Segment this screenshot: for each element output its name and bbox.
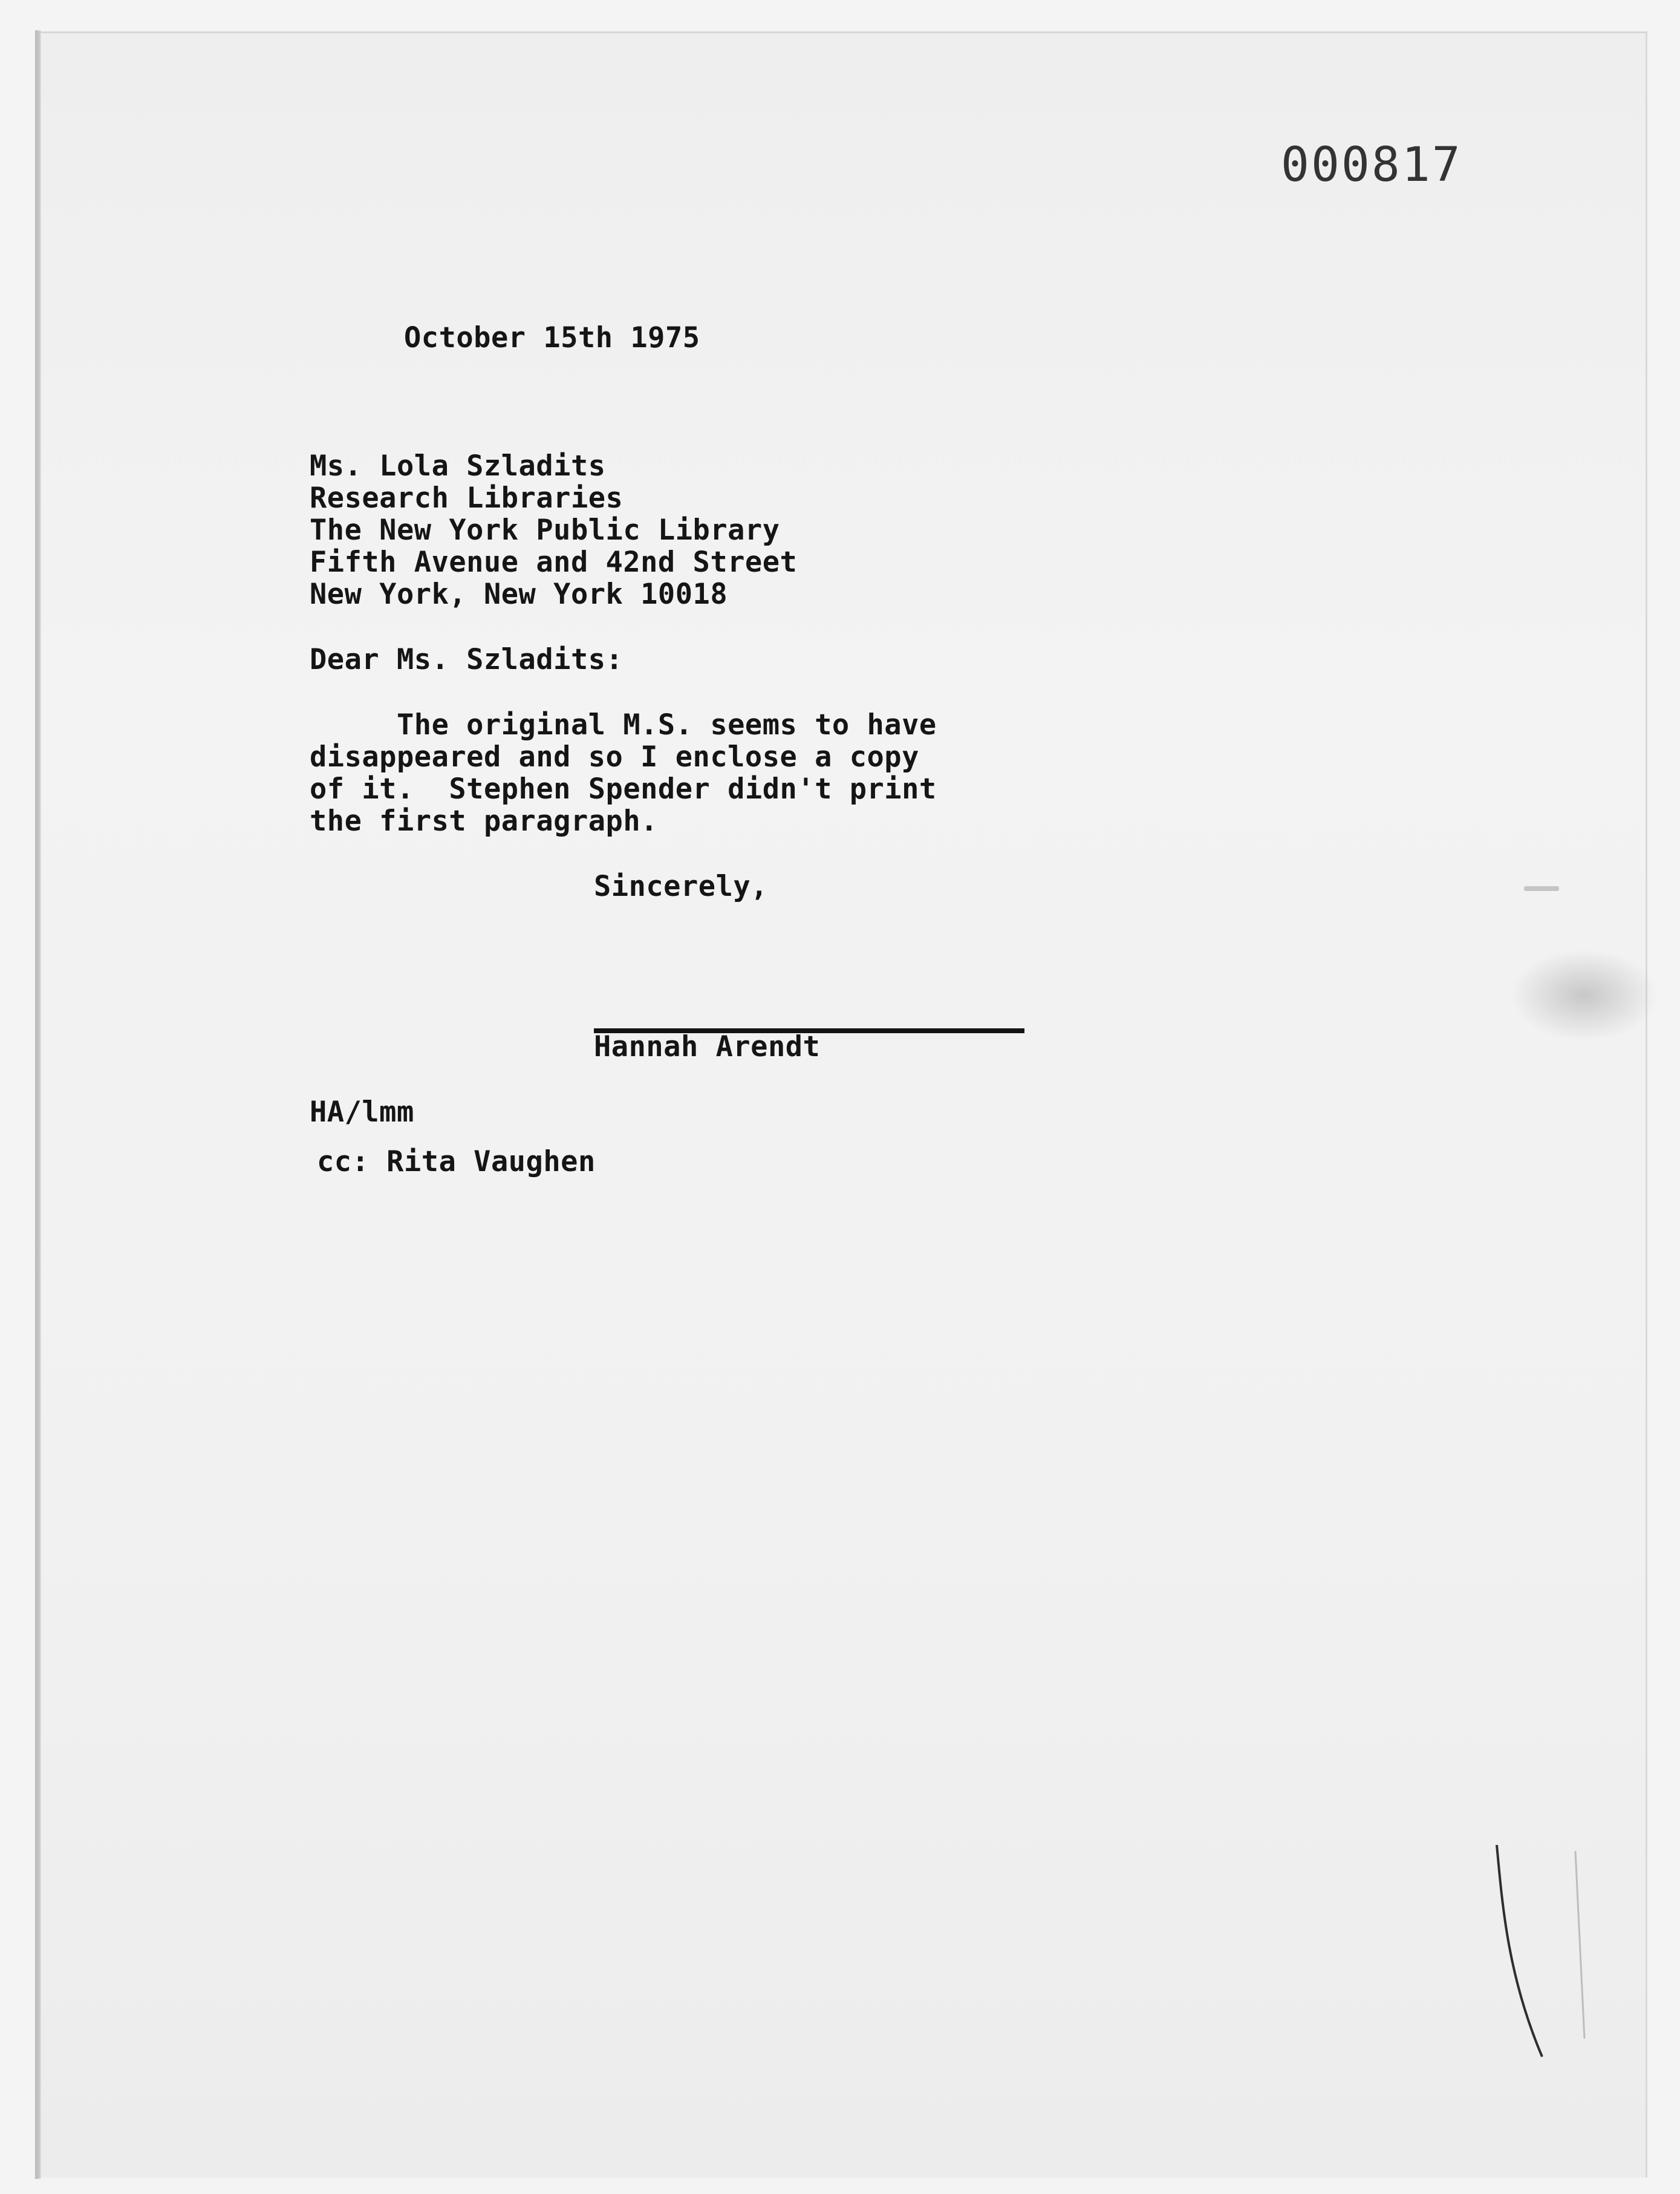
body-line-4: the first paragraph.: [310, 805, 658, 838]
body-line-2: disappeared and so I enclose a copy: [310, 740, 919, 774]
recipient-institution: The New York Public Library: [310, 514, 780, 547]
salutation: Dear Ms. Szladits:: [310, 643, 623, 676]
document-number: 000817: [1281, 138, 1462, 192]
signatory-name: Hannah Arendt: [594, 1030, 821, 1063]
recipient-department: Research Libraries: [310, 482, 623, 515]
recipient-city: New York, New York 10018: [310, 578, 728, 611]
stray-mark: [1524, 886, 1559, 891]
typist-initials: HA/lmm: [310, 1095, 414, 1129]
recipient-name: Ms. Lola Szladits: [310, 449, 606, 483]
smudge-mark: [1512, 950, 1657, 1040]
paper-sheet: [37, 31, 1647, 2178]
paper-edge-shadow: [35, 30, 41, 2179]
closing: Sincerely,: [594, 870, 768, 903]
body-line-1: The original M.S. seems to have: [310, 708, 937, 742]
cc-line: cc: Rita Vaughen: [317, 1145, 596, 1178]
recipient-street: Fifth Avenue and 42nd Street: [310, 546, 798, 579]
letter-date: October 15th 1975: [404, 321, 700, 354]
body-line-3: of it. Stephen Spender didn't print: [310, 772, 937, 806]
